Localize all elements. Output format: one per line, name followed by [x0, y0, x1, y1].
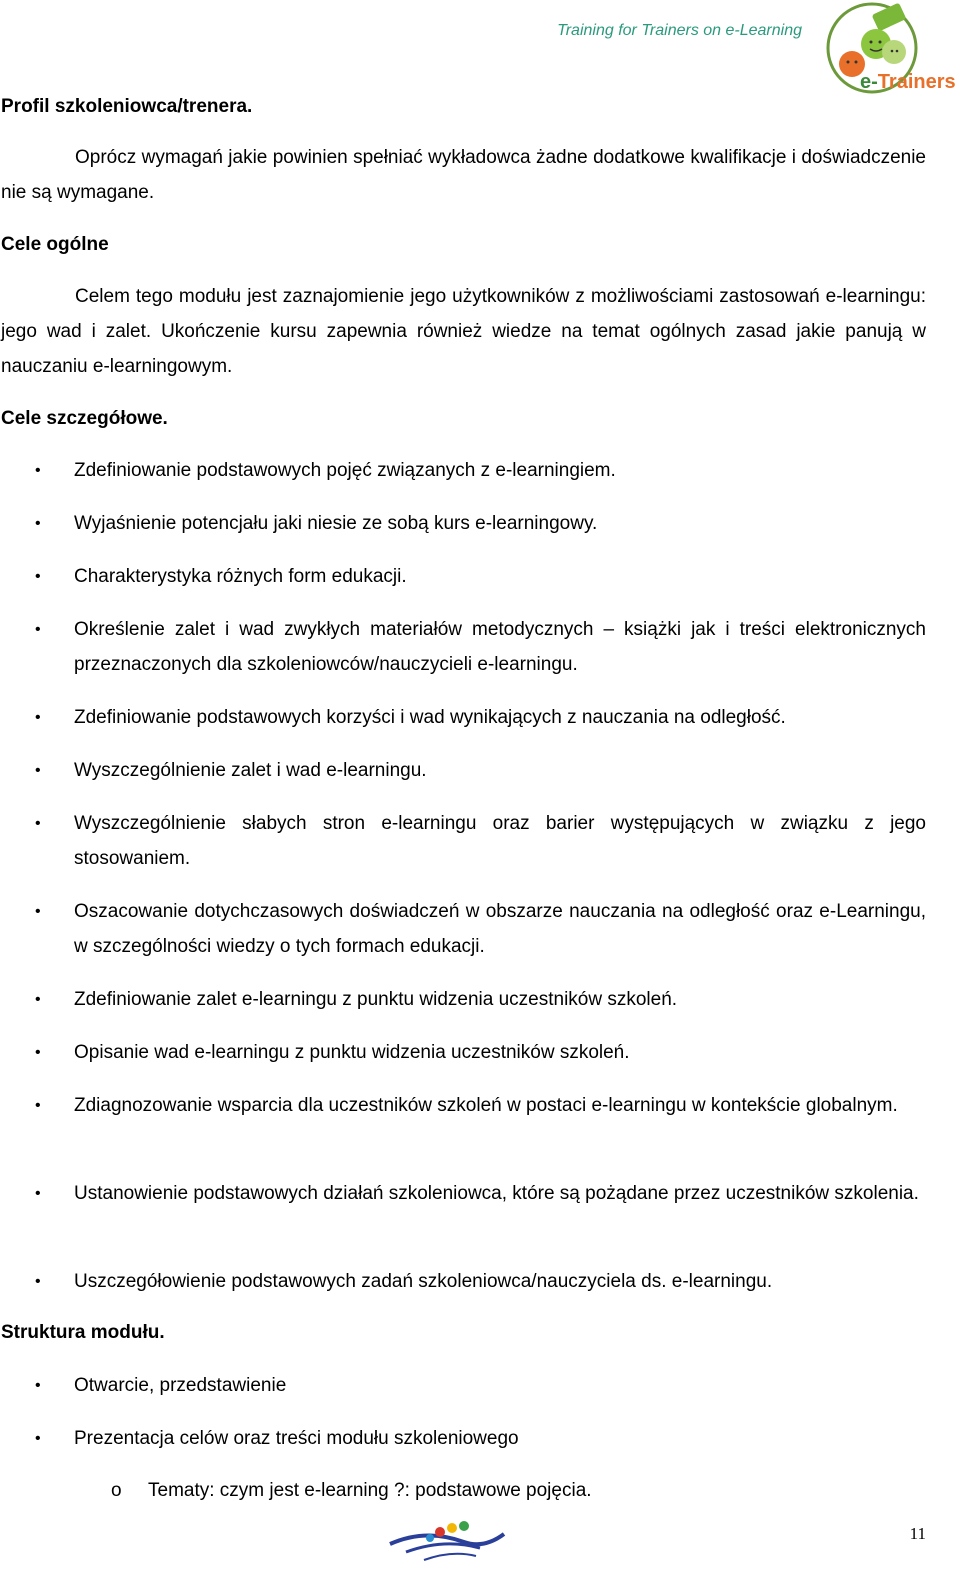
bullet-icon: • — [35, 1273, 41, 1290]
list-item: Zdefiniowanie podstawowych pojęć związanych z e-learningiem. — [74, 460, 616, 481]
bullet-icon: • — [35, 462, 41, 479]
list-item: Oszacowanie dotychczasowych doświadczeń w obszarze nauczania na odległość oraz e-Learningu, w szczególności wiedzy o tych formach edukacji. — [74, 901, 926, 957]
bullet-icon: • — [35, 991, 41, 1008]
goals-paragraph: Celem tego modułu jest zaznajomienie jego użytkowników z możliwościami zastosowań e-learningu: jego wad i zalet. Ukończenie kursu zapewnia również wiedze na temat ogólnych zasad jakie panują w nauczaniu e-learningowym. — [1, 286, 926, 377]
list-item: Otwarcie, przedstawienie — [74, 1375, 287, 1396]
bullet-icon: • — [35, 815, 41, 832]
list-item: Zdefiniowanie podstawowych korzyści i wad wynikających z nauczania na odległość. — [74, 707, 786, 728]
bullet-icon: • — [35, 1185, 41, 1202]
profile-paragraph: Oprócz wymagań jakie powinien spełniać wykładowca żadne dodatkowe kwalifikacje i doświadczenie nie są wymagane. — [1, 147, 926, 203]
running-header: Training for Trainers on e-Learning — [557, 22, 802, 39]
list-item: Zdiagnozowanie wsparcia dla uczestników szkoleń w postaci e-learningu w kontekście globalnym. — [74, 1095, 898, 1116]
bullet-icon: • — [35, 515, 41, 532]
list-item: Zdefiniowanie zalet e-learningu z punktu widzenia uczestników szkoleń. — [74, 989, 678, 1010]
bullet-icon: • — [35, 621, 41, 638]
list-item: Określenie zalet i wad zwykłych materiałów metodycznych – książki jak i treści elektronicznych przeznaczonych dla szkoleniowców/nauczycieli e-learningu. — [74, 619, 926, 675]
eu-program-logo-icon — [386, 1518, 510, 1564]
bullet-icon: • — [35, 762, 41, 779]
list-item: Wyjaśnienie potencjału jaki niesie ze sobą kurs e-learningowy. — [74, 513, 598, 534]
list-item: Ustanowienie podstawowych działań szkoleniowca, które są pożądane przez uczestników szkolenia. — [74, 1183, 919, 1204]
bullet-icon: • — [35, 1044, 41, 1061]
profile-heading: Profil szkoleniowca/trenera. — [1, 96, 253, 117]
page-number: 11 — [909, 1524, 926, 1543]
structure-heading: Struktura modułu. — [1, 1322, 165, 1343]
list-item: Opisanie wad e-learningu z punktu widzenia uczestników szkoleń. — [74, 1042, 630, 1063]
list-item: Wyszczególnienie zalet i wad e-learningu. — [74, 760, 427, 781]
bullet-icon: • — [35, 1430, 41, 1447]
bullet-icon: • — [35, 903, 41, 920]
bullet-icon: • — [35, 1097, 41, 1114]
bullet-icon: • — [35, 568, 41, 585]
bullet-icon: • — [35, 709, 41, 726]
list-item: Uszczegółowienie podstawowych zadań szkoleniowca/nauczyciela ds. e-learningu. — [74, 1271, 773, 1292]
list-item: Charakterystyka różnych form edukacji. — [74, 566, 407, 587]
goals-heading: Cele ogólne — [1, 234, 109, 255]
detailed-goals-heading: Cele szczegółowe. — [1, 408, 168, 429]
list-item: Wyszczególnienie słabych stron e-learningu oraz barier występujących w związku z jego stosowaniem. — [74, 813, 926, 869]
sub-list-item: Tematy: czym jest e-learning ?: podstawowe pojęcia. — [148, 1480, 592, 1501]
list-item: Prezentacja celów oraz treści modułu szkoleniowego — [74, 1428, 519, 1449]
bullet-icon: • — [35, 1377, 41, 1394]
logo-wordmark: e-Trainers — [860, 71, 956, 93]
sub-bullet-icon: o — [111, 1480, 122, 1501]
